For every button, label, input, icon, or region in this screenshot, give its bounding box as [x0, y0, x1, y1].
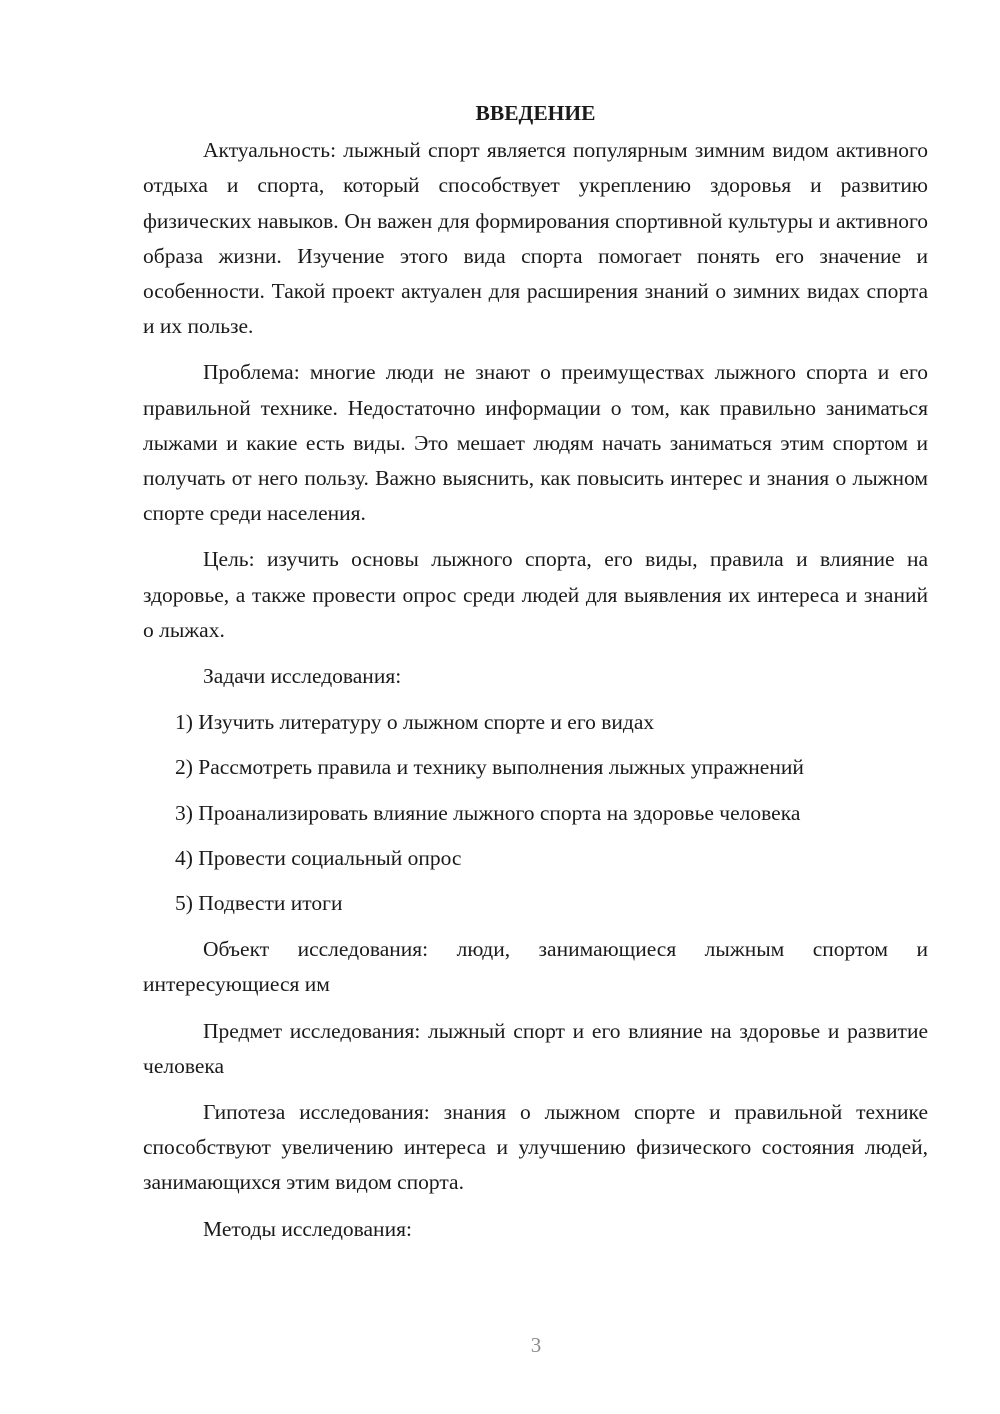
goal-paragraph: Цель: изучить основы лыжного спорта, его виды, правила и влияние на здоровье, а также провести опрос среди людей для выявления их интереса и знаний о лыжах. [143, 547, 928, 642]
tasks-heading: Задачи исследования: [203, 664, 402, 689]
subject-paragraph: Предмет исследования: лыжный спорт и его влияние на здоровье и развитие человека [143, 1018, 928, 1078]
section-title: ВВЕДЕНИЕ [475, 101, 596, 125]
page-number: 3 [530, 1333, 542, 1357]
relevance-paragraph: Актуальность: лыжный спорт является популярным зимним видом активного отдыха и спорта, который способствует укреплению здоровья и развитию физических навыков. Он важен для формирования спортивной культуры и активного образа жизни. Изучение этого вида спорта помогает понять его значение и особенности. Такой проект актуален для расширения знаний о зимних видах спорта и их пользе. [143, 138, 928, 339]
task-item-1: 1) Изучить литературу о лыжном спорте и его видах [175, 710, 655, 735]
object-paragraph: Объект исследования: люди, занимающиеся лыжным спортом и интересующиеся им [143, 937, 928, 997]
document-page [143, 96, 928, 1258]
methods-heading: Методы исследования: [203, 1216, 412, 1241]
problem-paragraph: Проблема: многие люди не знают о преимуществах лыжного спорта и его правильной технике. Недостаточно информации о том, как правильно заниматься лыжами и какие есть виды. Это мешает людям начать заниматься этим спортом и получать от него пользу. Важно выяснить, как повысить интерес и знания о лыжном спорте среди населения. [143, 360, 928, 526]
tasks-list [143, 705, 928, 921]
task-item-4: 4) Провести социальный опрос [175, 845, 462, 870]
hypothesis-paragraph: Гипотеза исследования: знания о лыжном спорте и правильной технике способствуют увеличению интереса и улучшению физического состояния людей, занимающихся этим видом спорта. [143, 1100, 928, 1195]
task-item-3: 3) Проанализировать влияние лыжного спорта на здоровье человека [175, 800, 801, 825]
task-item-2: 2) Рассмотреть правила и технику выполнения лыжных упражнений [175, 755, 804, 780]
task-item-5: 5) Подвести итоги [175, 891, 343, 916]
